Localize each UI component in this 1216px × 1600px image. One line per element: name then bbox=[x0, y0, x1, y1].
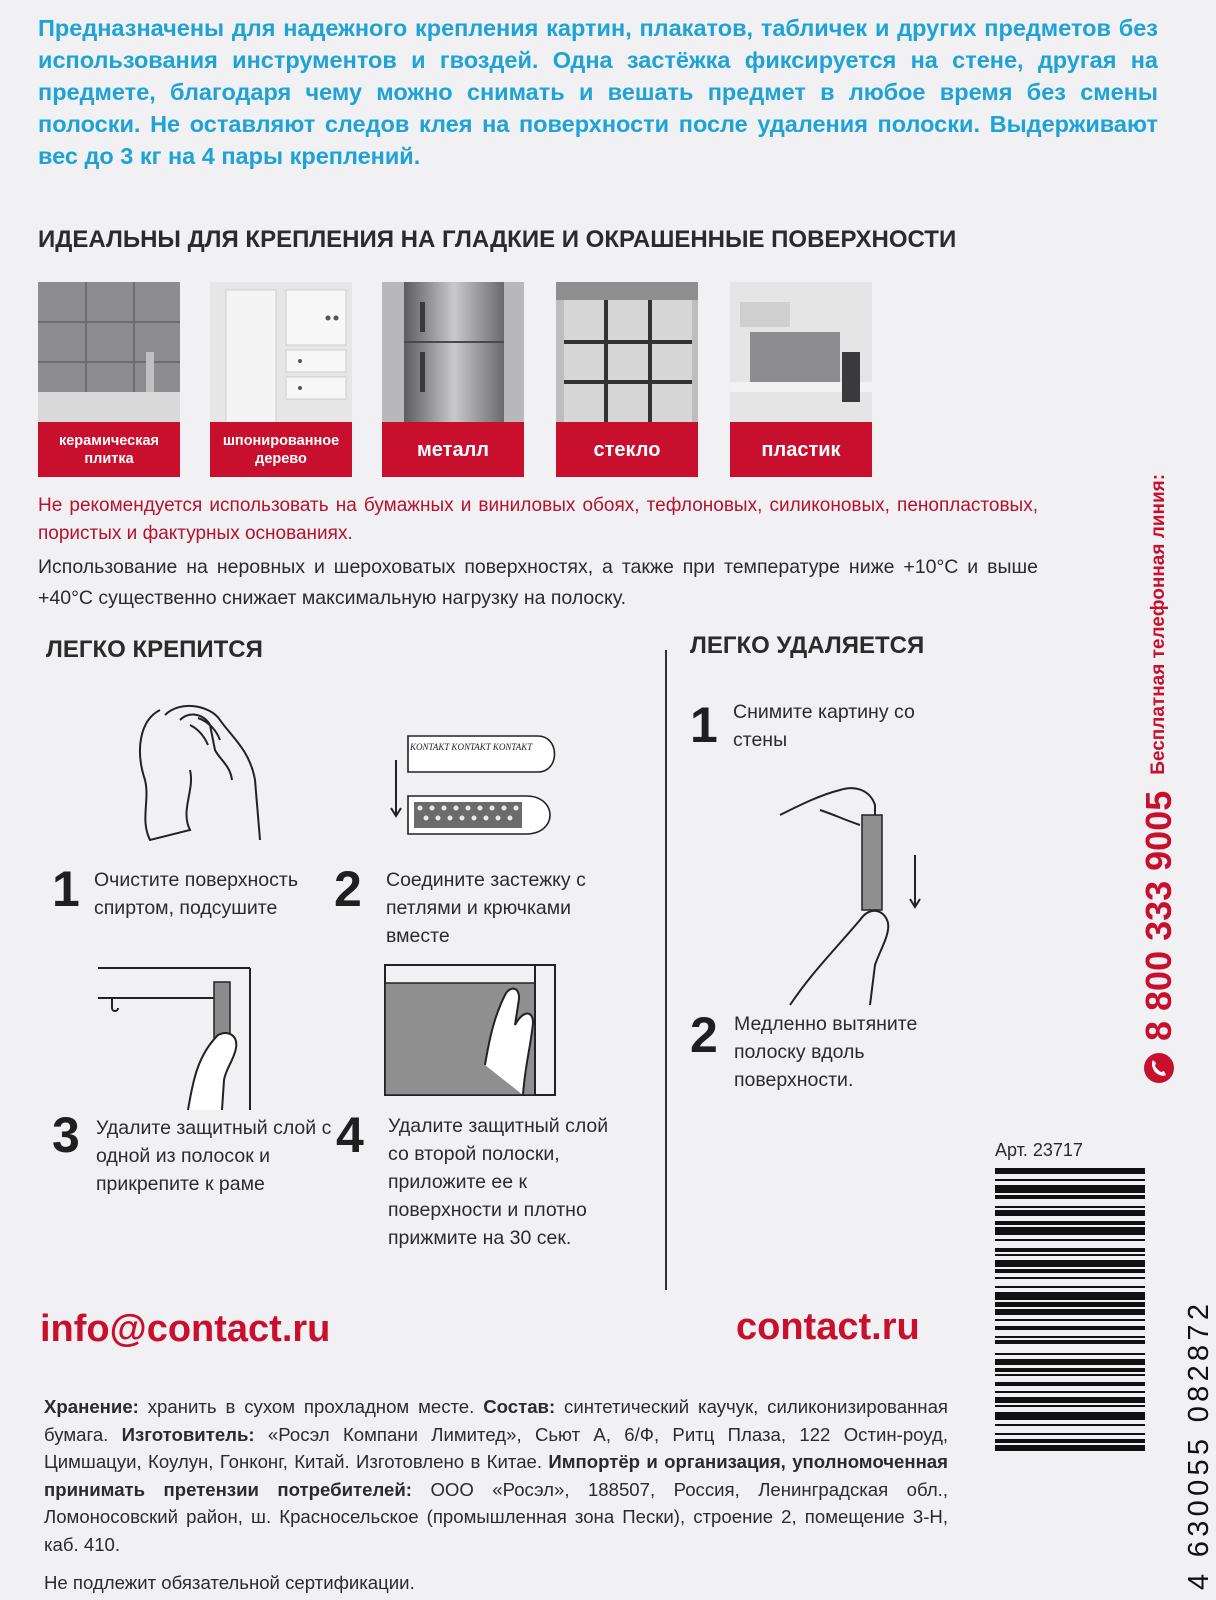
importer-label: Импортёр и организация, уполномоченная принимать претензии потребителей: bbox=[44, 1451, 949, 1500]
barcode-bar bbox=[995, 1397, 1145, 1403]
surface-veneer bbox=[210, 282, 352, 477]
barcode-bar bbox=[995, 1374, 1145, 1376]
temperature-note: Использование на неровных и шероховатых поверхностях, а также при температуре ниже +10°C и выше +40°C существенно снижает максимальную нагрузку на полоску. bbox=[38, 556, 1038, 609]
storage-text: хранить в сухом прохладном месте. bbox=[138, 1396, 484, 1417]
attach-step-3-number: 3 bbox=[52, 1107, 80, 1163]
surface-ceramic bbox=[38, 282, 180, 477]
surface-glass bbox=[556, 282, 698, 477]
remove-title: ЛЕГКО УДАЛЯЕТСЯ bbox=[690, 632, 925, 659]
plastic-office-photo bbox=[730, 282, 872, 432]
attach-title: ЛЕГКО КРЕПИТСЯ bbox=[46, 636, 263, 663]
glass-window-photo bbox=[556, 282, 698, 432]
warning-text: Не рекомендуется использовать на бумажных и виниловых обоях, тефлоновых, силиконовых, пенопластовых, пористых и фактурных основаниях. bbox=[38, 495, 1038, 544]
attach-step-1-text: Очистите поверхность спиртом, подсушите bbox=[94, 869, 298, 919]
ceramic-tile-photo bbox=[38, 282, 180, 432]
barcode-bar bbox=[995, 1195, 1145, 1199]
barcode-bar bbox=[995, 1239, 1145, 1241]
intro-text: Предназначены для надежного крепления картин, плакатов, табличек и других предметов без использования инструментов и гвоздей. Одна застёжка фиксируется на стене, другая на предмете, благодаря чему можно снимать и вешать предмет в любое время без смены полоски. Не оставляют следов клея на поверхности после удаления полоски. Выдерживают вес до 3 кг на 4 пары креплений. bbox=[38, 15, 1158, 169]
frame-attach-illustration bbox=[98, 960, 268, 1110]
remove-step-1-number: 1 bbox=[690, 697, 718, 753]
surface-metal bbox=[382, 282, 524, 477]
barcode-bar bbox=[995, 1391, 1145, 1393]
surfaces-title: ИДЕАЛЬНЫ ДЛЯ КРЕПЛЕНИЯ НА ГЛАДКИЕ И ОКРАШЕННЫЕ ПОВЕРХНОСТИ bbox=[38, 226, 957, 253]
barcode-bar bbox=[995, 1292, 1145, 1300]
cloth-wipe-illustration bbox=[120, 690, 280, 850]
barcode-digits: 4 630055 082872 bbox=[1183, 1299, 1215, 1590]
fastener-illustration bbox=[388, 730, 568, 850]
barcode-bar bbox=[995, 1254, 1145, 1256]
barcode-bar bbox=[995, 1269, 1145, 1273]
surface-label: керамическая плитка bbox=[38, 422, 180, 477]
remove-step-2-text: Медленно вытяните полоску вдоль поверхности. bbox=[734, 1013, 918, 1091]
remove-step-2-number: 2 bbox=[690, 1007, 718, 1063]
phone-icon bbox=[1142, 1051, 1176, 1085]
press-strip-illustration bbox=[385, 955, 565, 1105]
surface-label: металл bbox=[382, 422, 524, 477]
barcode-bar bbox=[995, 1412, 1145, 1420]
legal-info bbox=[44, 1393, 948, 1558]
barcode-bar bbox=[995, 1221, 1145, 1225]
barcode-bar bbox=[995, 1445, 1145, 1451]
barcode-bar bbox=[995, 1210, 1145, 1216]
barcode-bar bbox=[995, 1248, 1145, 1252]
veneer-wood-photo bbox=[210, 282, 352, 432]
certification-note: Не подлежит обязательной сертификации. bbox=[44, 1572, 415, 1593]
hotline-label: Бесплатная телефонная линия: bbox=[1148, 473, 1169, 775]
barcode bbox=[995, 1168, 1145, 1590]
attach-step-2-number: 2 bbox=[334, 861, 362, 917]
composition-text: синтетический каучук, силиконизированная бумага. bbox=[44, 1396, 948, 1445]
attach-step-4-text: Удалите защитный слой со второй полоски, приложите ее к поверхности и плотно прижмите на 30 сек. bbox=[388, 1115, 609, 1249]
barcode-bar bbox=[995, 1368, 1145, 1372]
barcode-bar bbox=[995, 1382, 1145, 1386]
surface-plastic bbox=[730, 282, 872, 477]
maker-text: «Росэл Компани Лимитед», Сьют А, 6/Ф, Ритц Плаза, 122 Остин-роуд, Цимшацуи, Коулун, Гонконг, Китай. Изготовлено в Китае. bbox=[44, 1423, 948, 1472]
barcode-bar bbox=[995, 1227, 1145, 1235]
surface-label: стекло bbox=[556, 422, 698, 477]
barcode-bar bbox=[995, 1433, 1145, 1435]
barcode-bar bbox=[995, 1179, 1145, 1181]
barcode-bar bbox=[995, 1340, 1145, 1344]
barcode-bar bbox=[995, 1439, 1145, 1443]
surface-label: пластик bbox=[730, 422, 872, 477]
email-link[interactable]: info@contact.ru bbox=[40, 1308, 331, 1350]
barcode-bar bbox=[995, 1277, 1145, 1279]
attach-step-4-number: 4 bbox=[336, 1107, 364, 1163]
tape-print: KONTAKT KONTAKT KONTAKT bbox=[410, 742, 533, 752]
barcode-bar bbox=[995, 1353, 1145, 1355]
maker-label: Изготовитель: bbox=[121, 1423, 255, 1445]
article-number: Арт. 23717 bbox=[995, 1140, 1083, 1160]
hotline bbox=[1138, 458, 1180, 1085]
barcode-bar bbox=[995, 1286, 1145, 1288]
barcode-bar bbox=[995, 1424, 1145, 1426]
barcode-bar bbox=[995, 1185, 1145, 1193]
remove-step-1-text: Снимите картину со стены bbox=[733, 701, 915, 751]
attach-step-3-text: Удалите защитный слой с одной из полосок и прикрепите к раме bbox=[96, 1117, 332, 1195]
attach-step-1-number: 1 bbox=[52, 861, 80, 917]
barcode-bar bbox=[995, 1260, 1145, 1266]
surface-label: шпонированное дерево bbox=[210, 422, 352, 477]
metal-fridge-photo bbox=[382, 282, 524, 432]
column-divider bbox=[665, 650, 667, 1290]
attach-step-2-text: Соедините застежку с петлями и крючками вместе bbox=[386, 869, 586, 947]
barcode-bar bbox=[995, 1206, 1145, 1208]
barcode-bar bbox=[995, 1319, 1145, 1321]
pull-strip-illustration bbox=[780, 755, 940, 1005]
barcode-bar bbox=[995, 1309, 1145, 1315]
hotline-phone[interactable]: 8 800 333 9005 bbox=[1138, 790, 1179, 1041]
barcode-bar bbox=[995, 1326, 1145, 1330]
barcode-bar bbox=[995, 1359, 1145, 1365]
barcode-bar bbox=[995, 1168, 1145, 1174]
storage-label: Хранение: bbox=[44, 1396, 139, 1417]
importer-text: ООО «Росэл», 188507, Россия, Ленинградская обл., Ломоносовский район, ш. Красносельское (промышленная зона Пески), строение 2, помещение 3-Н, каб. 410. bbox=[44, 1478, 949, 1555]
barcode-bar bbox=[995, 1336, 1145, 1338]
composition-label: Состав: bbox=[483, 1396, 556, 1417]
barcode-bar bbox=[995, 1405, 1145, 1407]
barcode-bar bbox=[995, 1302, 1145, 1306]
website-link[interactable]: contact.ru bbox=[736, 1306, 920, 1348]
